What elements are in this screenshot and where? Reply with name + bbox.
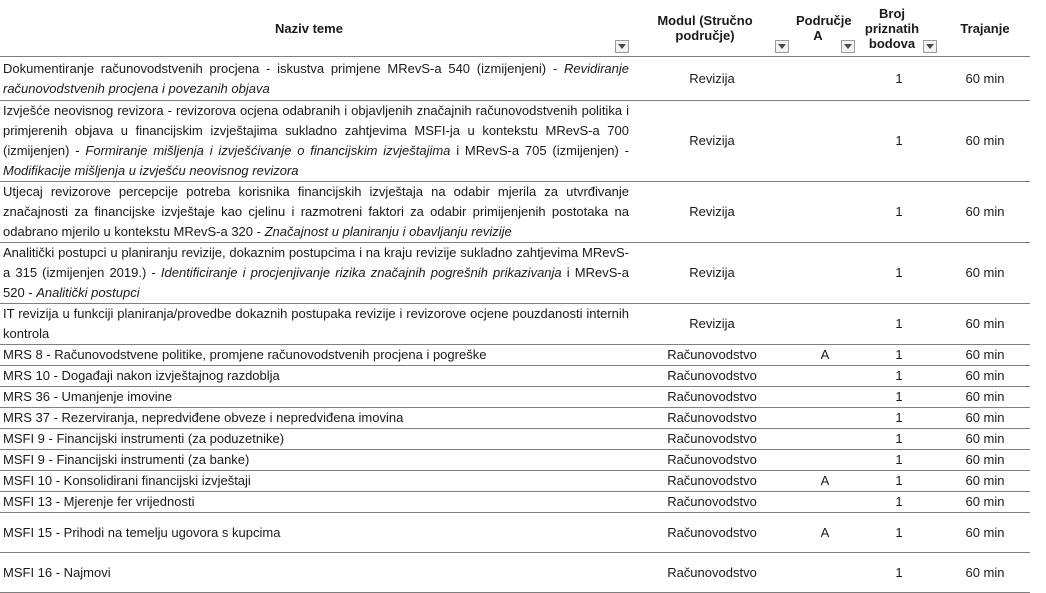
cell-area (792, 57, 858, 101)
table-row (0, 429, 1030, 450)
table-row (0, 182, 1030, 243)
cell-duration: 60 min (940, 429, 1030, 450)
header-area-label: Područje A (796, 13, 852, 43)
cell-module: Računovodstvo (632, 387, 792, 408)
cell-area (792, 304, 858, 345)
cell-module: Računovodstvo (632, 429, 792, 450)
cell-module: Računovodstvo (632, 553, 792, 593)
topic-text: Utjecaj revizorove percepcije potreba korisnika financijskih izvještaja na odabir mjerila za utvrđivanje značajnosti za financijske izvještaje kao cjelinu i razmotreni faktori za odabir primijenjenih postotaka na odabrano mjerilo u kontekstu MRevS-a 320 - (3, 184, 629, 239)
cell-points: 1 (858, 345, 940, 366)
cell-topic (0, 57, 632, 101)
cell-module: Računovodstvo (632, 408, 792, 429)
cell-duration: 60 min (940, 57, 1030, 101)
table-row (0, 387, 1030, 408)
cell-topic (0, 366, 632, 387)
cell-points: 1 (858, 366, 940, 387)
table-row (0, 57, 1030, 101)
topic-subtitle: Formiranje mišljenja i izvješćivanje o financijskim izvještajima (85, 143, 451, 158)
topic-text: MSFI 15 - Prihodi na temelju ugovora s kupcima (3, 524, 281, 540)
cell-module: Revizija (632, 182, 792, 243)
cell-area (792, 243, 858, 304)
table-body (0, 57, 1030, 593)
cell-area (792, 450, 858, 471)
header-points-label: Broj priznatih bodova (864, 5, 920, 51)
topic-text: MSFI 9 - Financijski instrumenti (za banke) (3, 452, 250, 467)
cell-area (792, 101, 858, 182)
cell-topic (0, 345, 632, 366)
cell-module: Računovodstvo (632, 471, 792, 492)
cell-points: 1 (858, 553, 940, 593)
dropdown-arrow-icon (778, 44, 786, 49)
topic-text: MRS 36 - Umanjenje imovine (3, 389, 173, 404)
cell-topic (0, 101, 632, 182)
table-row (0, 513, 1030, 553)
topic-text: IT revizija u funkciji planiranja/provedbe dokaznih postupaka revizije i revizorove ocjene pouzdanosti internih kontrola (3, 306, 629, 341)
table-row (0, 243, 1030, 304)
filter-area-button[interactable] (841, 40, 855, 53)
cell-points: 1 (858, 387, 940, 408)
dropdown-arrow-icon (926, 44, 934, 49)
cell-area (792, 366, 858, 387)
filter-module-button[interactable] (775, 40, 789, 53)
topic-text: MRS 37 - Rezerviranja, nepredviđene obveze i nepredviđena imovina (3, 410, 404, 425)
filter-points-button[interactable] (923, 40, 937, 53)
topic-subtitle: Modifikacije mišljenja u izvješću neovisnog revizora (3, 163, 299, 178)
cell-module: Revizija (632, 243, 792, 304)
cell-topic (0, 387, 632, 408)
cell-area: A (792, 471, 858, 492)
cell-topic (0, 429, 632, 450)
cell-points: 1 (858, 513, 940, 553)
table-row (0, 304, 1030, 345)
topic-text: Izvješće neovisnog revizora - revizorova ocjena odabranih i objavljenih značajnih računovodstvenih politika i primjerenih objava u financijskim izvještajima sukladno zahtjevima MSFI-ja u kontekstu MRevS-a 700 (izmijenjen) - (3, 103, 629, 158)
topic-text: MSFI 13 - Mjerenje fer vrijednosti (3, 494, 195, 509)
cell-duration: 60 min (940, 471, 1030, 492)
cell-module: Računovodstvo (632, 513, 792, 553)
cell-area (792, 387, 858, 408)
cell-module: Revizija (632, 304, 792, 345)
table-row (0, 408, 1030, 429)
cell-topic (0, 182, 632, 243)
filter-topic-button[interactable] (615, 40, 629, 53)
topic-subtitle: Značajnost u planiranju i obavljanju revizije (264, 224, 512, 239)
topic-subtitle: Identificiranje i procjenjivanje rizika značajnih pogrešnih prikazivanja (160, 265, 562, 280)
cell-area (792, 429, 858, 450)
cell-area: A (792, 345, 858, 366)
cell-topic (0, 304, 632, 345)
table-row (0, 553, 1030, 593)
cell-area: A (792, 513, 858, 553)
table-row (0, 492, 1030, 513)
cell-topic (0, 553, 632, 593)
table-row (0, 471, 1030, 492)
cell-area (792, 408, 858, 429)
cell-points: 1 (858, 429, 940, 450)
dropdown-arrow-icon (844, 44, 852, 49)
topic-text: i MRevS-a 520 - (3, 265, 629, 300)
topic-text: MRS 10 - Događaji nakon izvještajnog razdoblja (3, 368, 280, 383)
dropdown-arrow-icon (618, 44, 626, 49)
topic-text: Analitički postupci u planiranju revizije, dokaznim postupcima i na kraju revizije sukladno zahtjevima MRevS-a 315 (izmijenjen 2019.) - (3, 245, 629, 280)
cell-duration: 60 min (940, 408, 1030, 429)
topic-text: MSFI 10 - Konsolidirani financijski izvještaji (3, 473, 251, 488)
cell-points: 1 (858, 408, 940, 429)
header-area (792, 0, 858, 57)
cell-duration: 60 min (940, 387, 1030, 408)
cell-points: 1 (858, 57, 940, 101)
cell-module: Revizija (632, 101, 792, 182)
cell-duration: 60 min (940, 243, 1030, 304)
cell-module: Računovodstvo (632, 345, 792, 366)
header-points (858, 0, 940, 57)
topic-text: MRS 8 - Računovodstvene politike, promjene računovodstvenih procjena i pogreške (3, 347, 487, 362)
cell-topic (0, 243, 632, 304)
header-module (632, 0, 792, 57)
cell-points: 1 (858, 101, 940, 182)
cell-topic (0, 408, 632, 429)
header-row (0, 0, 1030, 57)
cell-points: 1 (858, 182, 940, 243)
cell-duration: 60 min (940, 182, 1030, 243)
header-module-label: Modul (Stručno područje) (657, 13, 753, 43)
cell-points: 1 (858, 304, 940, 345)
cell-area (792, 492, 858, 513)
cell-points: 1 (858, 492, 940, 513)
header-duration (940, 0, 1030, 57)
cell-duration: 60 min (940, 492, 1030, 513)
cell-topic (0, 513, 632, 553)
cell-duration: 60 min (940, 450, 1030, 471)
table-row (0, 101, 1030, 182)
cell-topic (0, 471, 632, 492)
header-duration-label: Trajanje (960, 20, 1010, 36)
topic-text: MSFI 16 - Najmovi (3, 564, 111, 580)
topic-text: Dokumentiranje računovodstvenih procjena - iskustva primjene MRevS-a 540 (izmijenjeni) - (3, 60, 564, 76)
cell-area (792, 182, 858, 243)
cell-topic (0, 450, 632, 471)
cell-topic (0, 492, 632, 513)
cell-duration: 60 min (940, 366, 1030, 387)
header-topic (0, 0, 632, 57)
cell-duration: 60 min (940, 513, 1030, 553)
topic-subtitle: Revidiranje računovodstvenih procjena i povezanih objava (3, 60, 629, 96)
cell-duration: 60 min (940, 553, 1030, 593)
cell-points: 1 (858, 243, 940, 304)
table-row (0, 450, 1030, 471)
table-row (0, 366, 1030, 387)
topic-text: MSFI 9 - Financijski instrumenti (za poduzetnike) (3, 431, 285, 446)
cell-module: Računovodstvo (632, 492, 792, 513)
cell-module: Računovodstvo (632, 450, 792, 471)
cell-duration: 60 min (940, 345, 1030, 366)
table-row (0, 345, 1030, 366)
topic-text: i MRevS-a 705 (izmijenjen) - (450, 143, 630, 158)
cell-module: Računovodstvo (632, 366, 792, 387)
cell-duration: 60 min (940, 101, 1030, 182)
header-topic-label: Naziv teme (275, 20, 343, 36)
cell-points: 1 (858, 450, 940, 471)
topic-subtitle: Analitički postupci (36, 285, 140, 300)
cell-points: 1 (858, 471, 940, 492)
cell-module: Revizija (632, 57, 792, 101)
cell-area (792, 553, 858, 593)
cell-duration: 60 min (940, 304, 1030, 345)
